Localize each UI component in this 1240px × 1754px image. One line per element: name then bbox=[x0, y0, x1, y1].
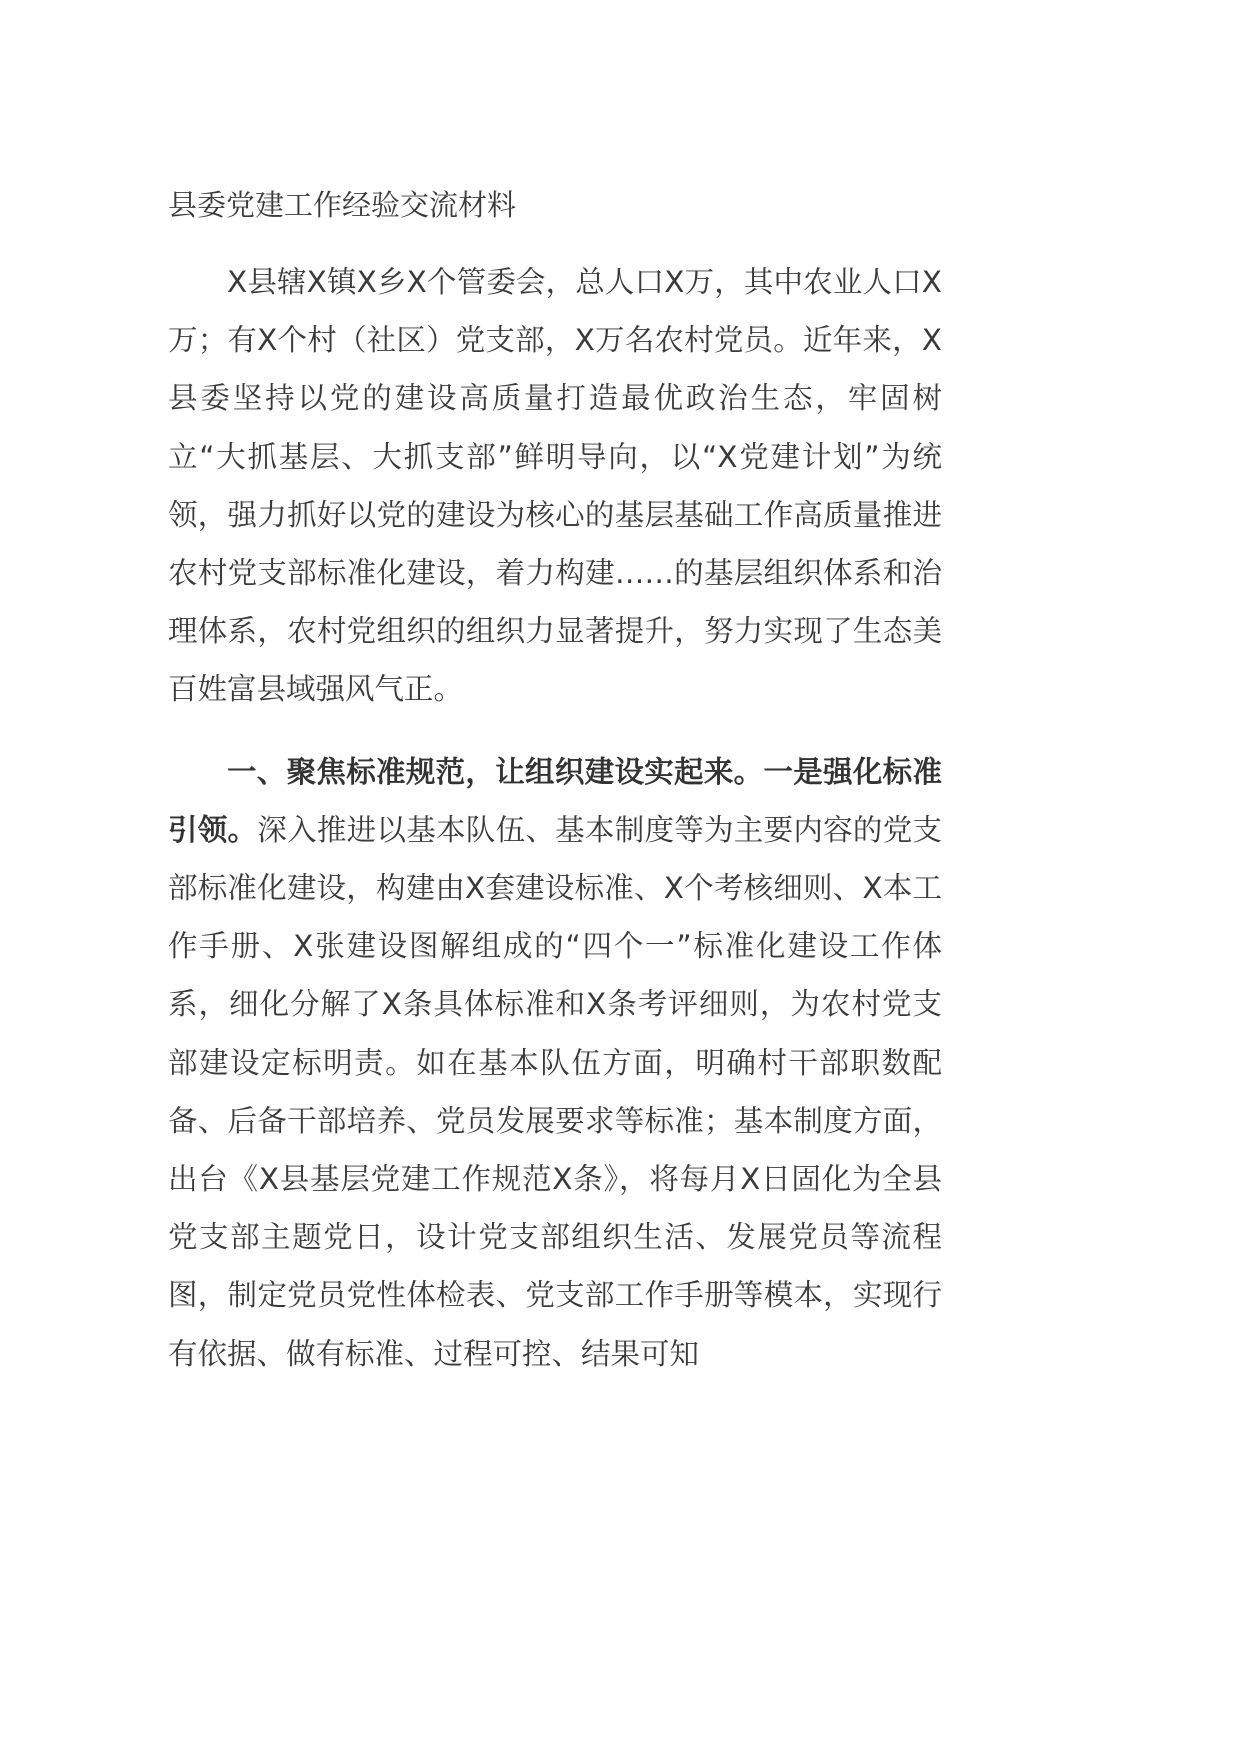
paragraph-text: X县辖X镇X乡X个管委会，总人口X万，其中农业人口X万；有X个村（社区）党支部，X万名农村党员。近年来，X县委坚持以党的建设高质量打造最优政治生态，牢固树立“大抓基层、大抓支部”鲜明导向，以“X党建计划”为统领，强力抓好以党的建设为核心的基层基础工作高质量推进农村党支部标准化建设，着力构建……的基层组织体系和治理体系，农村党组织的组织力显著提升，努力实现了生态美百姓富县域强风气正。 bbox=[168, 265, 942, 707]
paragraph-text: 深入推进以基本队伍、基本制度等为主要内容的党支部标准化建设，构建由X套建设标准、X个考核细则、X本工作手册、X张建设图解组成的“四个一”标准化建设工作体系，细化分解了X条具体标准和X条考评细则，为农村党支部建设定标明责。如在基本队伍方面，明确村干部职数配备、后备干部培养、党员发展要求等标准；基本制度方面，出台《X县基层党建工作规范X条》，将每月X日固化为全县党支部主题党日，设计党支部组织生活、发展党员等流程图，制定党员党性体检表、党支部工作手册等模本，实现行有依据、做有标准、过程可控、结果可知 bbox=[168, 812, 942, 1371]
section-one-paragraph bbox=[168, 743, 942, 1383]
document-title: 县委党建工作经验交流材料 bbox=[168, 188, 517, 222]
document-page bbox=[168, 183, 942, 1383]
intro-paragraph bbox=[168, 253, 942, 719]
section-heading: 一、聚焦标准规范，让组织建设实起来。一是强化标准引领。 bbox=[168, 754, 942, 847]
